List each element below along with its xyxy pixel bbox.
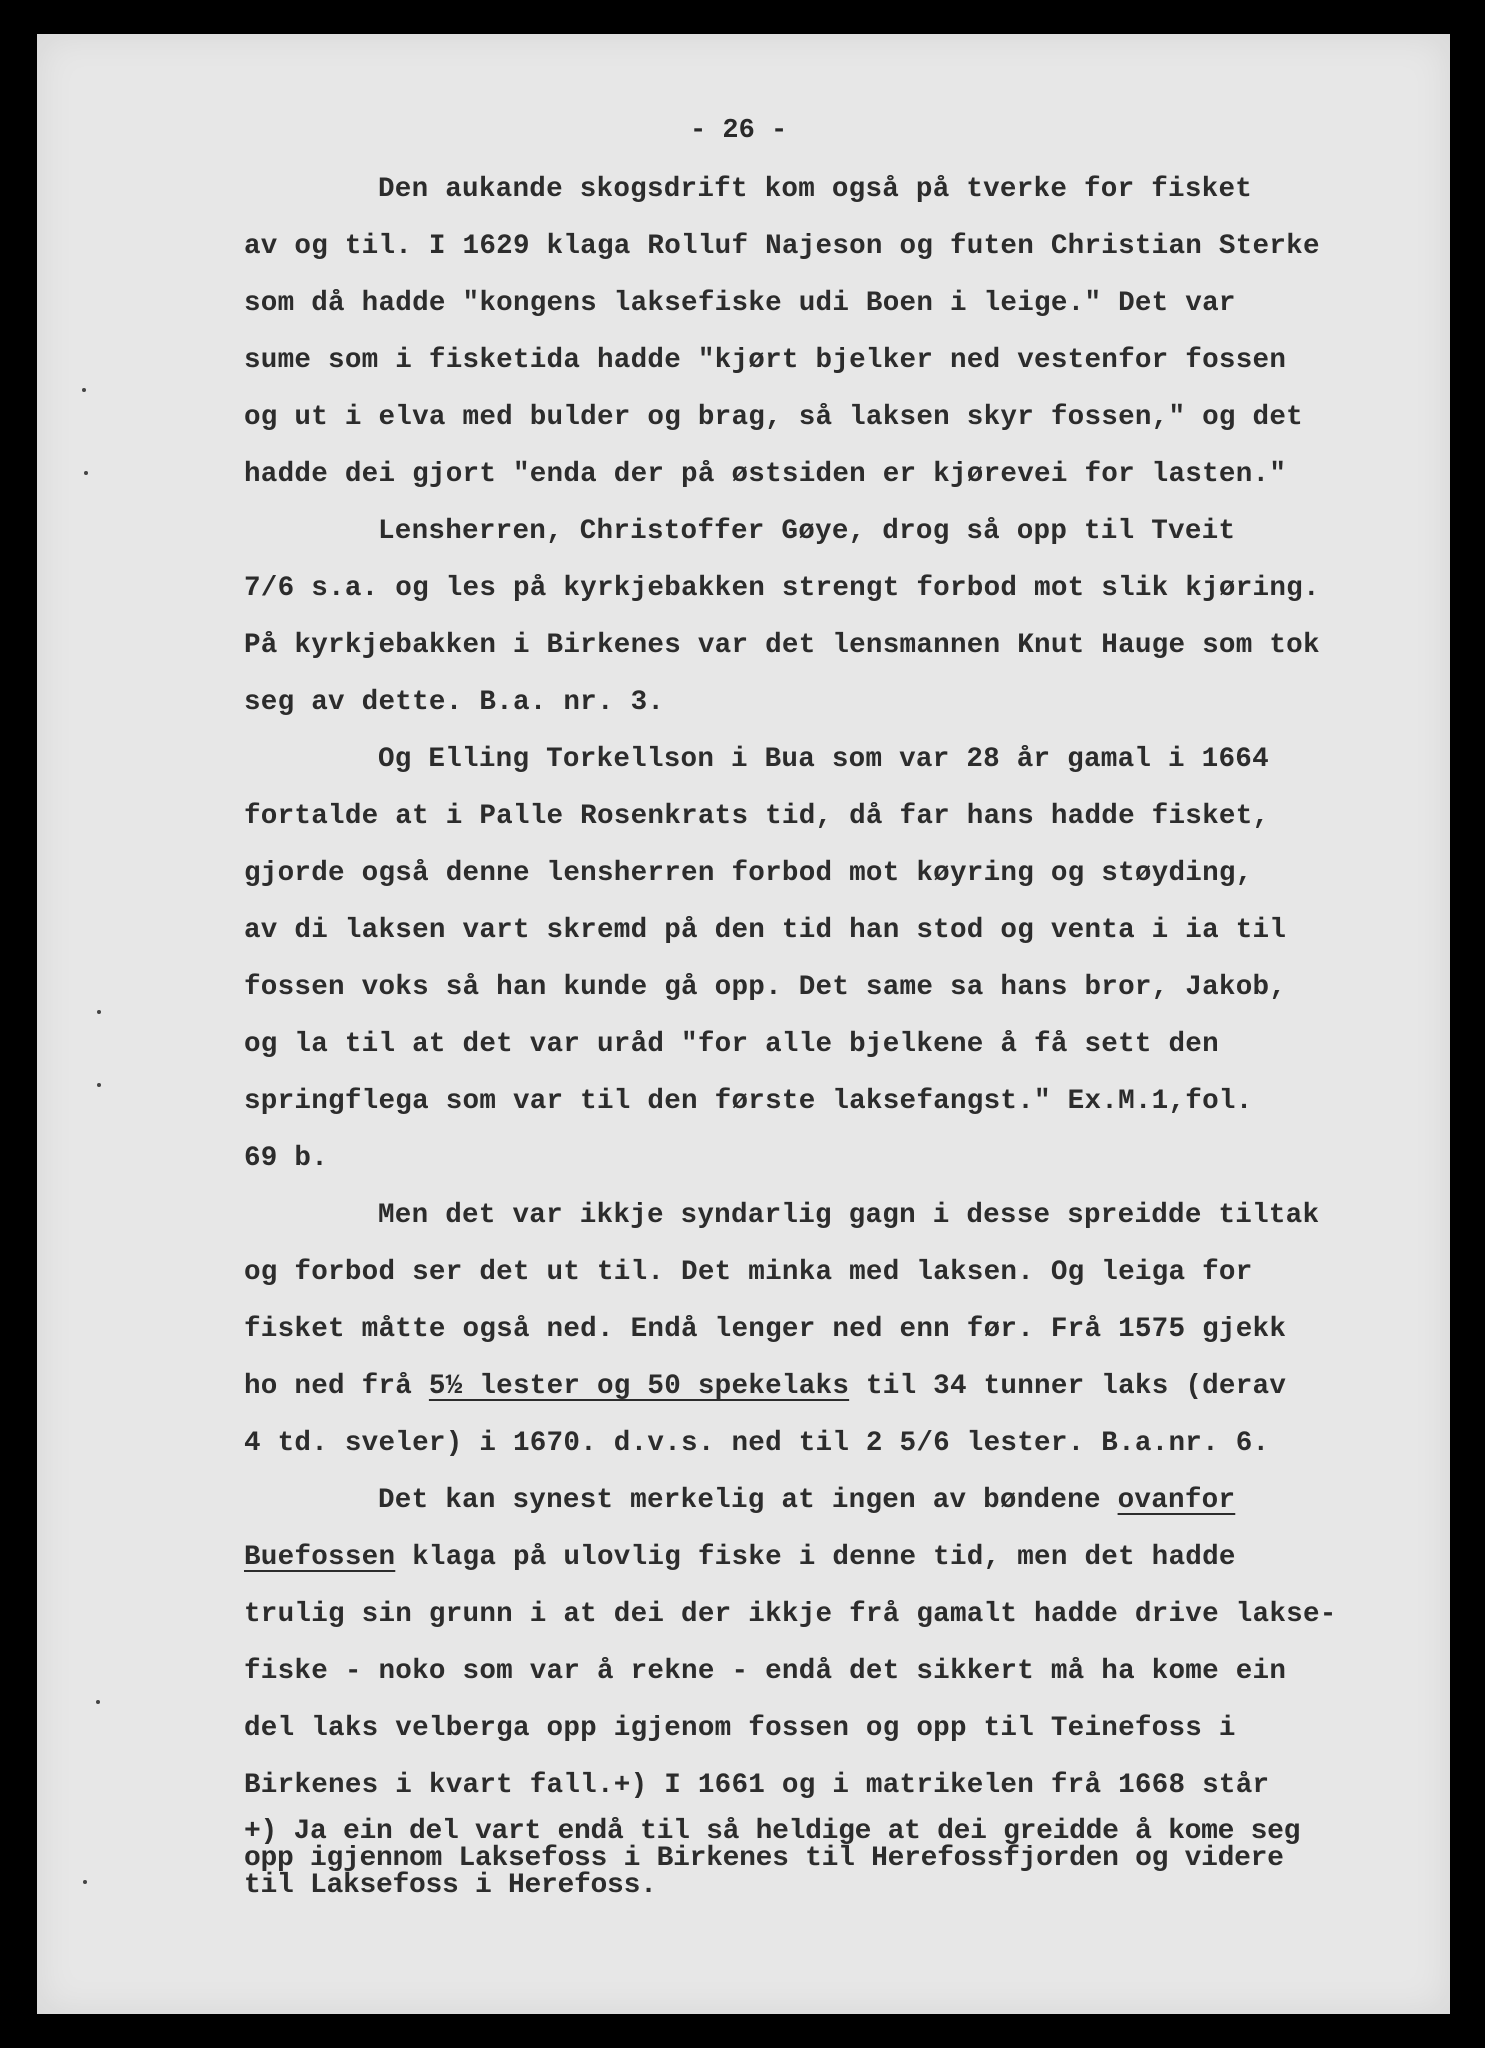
footnote-line: opp igjennom Laksefoss i Birkenes til Herefossfjorden og videre xyxy=(244,1843,1284,1874)
text-line: av di laksen vart skremd på den tid han stod og venta i ia til xyxy=(244,915,1287,946)
underlined-text: Buefossen xyxy=(244,1542,396,1573)
text-line: gjorde også denne lensherren forbod mot køyring og støyding, xyxy=(244,858,1253,889)
text-line: seg av dette. B.a. nr. 3. xyxy=(244,687,665,718)
text-line: Den aukande skogsdrift kom også på tverke for fisket xyxy=(378,174,1253,205)
underlined-text: ovanfor xyxy=(1117,1485,1236,1516)
text-line: trulig sin grunn i at dei der ikkje frå gamalt hadde drive lakse- xyxy=(244,1599,1337,1630)
margin-mark xyxy=(83,1880,87,1884)
text-line: fiske - noko som var å rekne - endå det sikkert må ha kome ein xyxy=(244,1656,1287,1687)
text-line: av og til. I 1629 klaga Rolluf Najeson og futen Christian Sterke xyxy=(244,231,1320,262)
text-line: som då hadde "kongens laksefiske udi Boen i leige." Det var xyxy=(244,288,1236,319)
text-line: fortalde at i Palle Rosenkrats tid, då far hans hadde fisket, xyxy=(244,801,1270,832)
text-line: 69 b. xyxy=(244,1143,329,1174)
margin-mark xyxy=(97,1083,101,1087)
footnote-line: +) Ja ein del vart endå til så heldige at dei greidde å kome seg xyxy=(244,1816,1301,1847)
text-line: Og Elling Torkellson i Bua som var 28 år gamal i 1664 xyxy=(378,744,1269,775)
text-line: 7/6 s.a. og les på kyrkjebakken strengt forbod mot slik kjøring. xyxy=(244,573,1320,604)
text-line: Lensherren, Christoffer Gøye, drog så opp til Tveit xyxy=(378,516,1236,547)
text-line: springflega som var til den første laksefangst." Ex.M.1,fol. xyxy=(244,1086,1253,1117)
text-line: Birkenes i kvart fall.+) I 1661 og i matrikelen frå 1668 står xyxy=(244,1770,1270,1801)
text-line: sume som i fisketida hadde "kjørt bjelker ned vestenfor fossen xyxy=(244,345,1287,376)
margin-mark xyxy=(96,1700,100,1704)
text-line: hadde dei gjort "enda der på østsiden er kjørevei for lasten." xyxy=(244,459,1287,490)
text-line xyxy=(378,1487,1235,1515)
text-line: Men det var ikkje syndarlig gagn i desse spreidde tiltak xyxy=(378,1200,1320,1231)
text-segment: til 34 tunner laks (derav xyxy=(849,1371,1287,1402)
text-line: og la til at det var uråd "for alle bjelkene å få sett den xyxy=(244,1029,1219,1060)
text-segment: Det kan synest merkelig at ingen av bøndene xyxy=(378,1485,1118,1516)
underlined-text: 5½ lester og 50 spekelaks xyxy=(428,1371,850,1402)
text-line: 4 td. sveler) i 1670. d.v.s. ned til 2 5/6 lester. B.a.nr. 6. xyxy=(244,1428,1270,1459)
text-line: fisket måtte også ned. Endå lenger ned enn før. Frå 1575 gjekk xyxy=(244,1314,1287,1345)
text-segment: ho ned frå xyxy=(244,1371,429,1402)
text-line: og forbod ser det ut til. Det minka med laksen. Og leiga for xyxy=(244,1257,1253,1288)
margin-mark xyxy=(82,388,86,392)
text-segment: klaga på ulovlig fiske i denne tid, men det hadde xyxy=(395,1542,1236,1573)
text-line: og ut i elva med bulder og brag, så laksen skyr fossen," og det xyxy=(244,402,1303,433)
page-number: - 26 - xyxy=(690,116,788,146)
text-line xyxy=(244,1544,1236,1572)
footnote-line: til Laksefoss i Herefoss. xyxy=(244,1870,657,1901)
text-line xyxy=(244,1373,1286,1401)
text-line: På kyrkjebakken i Birkenes var det lensmannen Knut Hauge som tok xyxy=(244,630,1320,661)
text-line: fossen voks så han kunde gå opp. Det same sa hans bror, Jakob, xyxy=(244,972,1287,1003)
margin-mark xyxy=(84,471,88,475)
text-line: del laks velberga opp igjenom fossen og opp til Teinefoss i xyxy=(244,1713,1236,1744)
margin-mark xyxy=(97,1010,101,1014)
